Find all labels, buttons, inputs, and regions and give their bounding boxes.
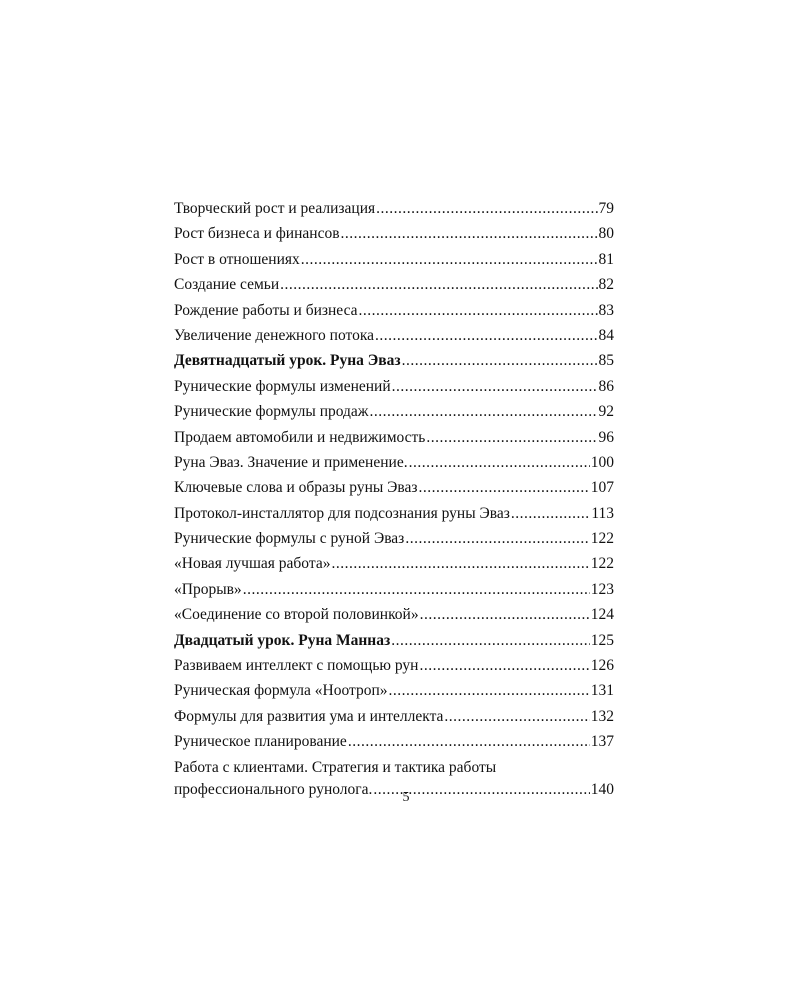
toc-entry-title: Увеличение денежного потока <box>174 326 375 344</box>
toc-entry <box>174 602 614 627</box>
page-number: 5 <box>402 790 410 805</box>
toc-entry-page: 131 <box>590 682 614 700</box>
toc-chapter-title: Девятнадцатый урок. Руна Эваз <box>174 352 401 370</box>
toc-entry-title: Рождение работы и бизнеса <box>174 301 358 319</box>
toc-dot-leader <box>370 399 598 424</box>
toc-dot-leader <box>419 653 589 678</box>
toc-entry-page: 124 <box>590 606 614 624</box>
toc-entry <box>174 323 614 348</box>
toc-entry-title: Создание семьи <box>174 276 280 294</box>
toc-entry-page: 123 <box>590 580 614 598</box>
toc-dot-leader <box>341 221 598 246</box>
toc-entry-page: 126 <box>590 657 614 675</box>
toc-entry <box>174 425 614 450</box>
toc-entry <box>174 678 614 703</box>
toc-entry <box>174 196 614 221</box>
toc-chapter-entry <box>174 348 614 373</box>
toc-entry-page: 100 <box>590 453 614 471</box>
toc-dot-leader <box>405 526 589 551</box>
toc-entry-page: 80 <box>598 225 614 243</box>
toc-dot-leader <box>409 450 590 475</box>
toc-entry-page: 96 <box>598 428 614 446</box>
toc-entry <box>174 526 614 551</box>
toc-entry-title: Рунические формулы продаж <box>174 403 369 421</box>
toc-entry-title: Руническая формула «Ноотроп» <box>174 682 388 700</box>
toc-entry-page: 137 <box>590 733 614 751</box>
toc-entry-title: Развиваем интеллект с помощью рун <box>174 657 419 675</box>
toc-entry-title: «Новая лучшая работа» <box>174 555 331 573</box>
toc-dot-leader <box>419 475 590 500</box>
toc-entry-page: 113 <box>591 504 614 522</box>
toc-entry-title: Творческий рост и реализация <box>174 200 376 217</box>
toc-entry-title: Руническое планирование <box>174 733 347 751</box>
toc-dot-leader <box>359 298 598 323</box>
toc-entry <box>174 450 614 475</box>
toc-dot-leader <box>280 272 597 297</box>
toc-entry <box>174 298 614 323</box>
toc-entry-title: Формулы для развития ума и интеллекта <box>174 707 444 725</box>
toc-entry-title-line2: профессионального рунолога. <box>174 780 373 798</box>
toc-entry-title: Продаем автомобили и недвижимость <box>174 428 426 446</box>
toc-entry <box>174 653 614 678</box>
toc-chapter-entry <box>174 628 614 653</box>
toc-entry-page: 122 <box>590 555 614 573</box>
toc-entry <box>174 247 614 272</box>
toc-entry-title: «Прорыв» <box>174 580 242 598</box>
toc-dot-leader <box>444 704 589 729</box>
toc-entry-page: 83 <box>598 301 614 319</box>
toc-entry-title-line1: Работа с клиентами. Стратегия и тактика работы <box>174 758 497 776</box>
toc-entry-page: 85 <box>598 352 614 370</box>
toc-entry <box>174 501 614 526</box>
toc-entry <box>174 704 614 729</box>
toc-entry <box>174 475 614 500</box>
toc-entry-page: 132 <box>590 707 614 725</box>
toc-dot-leader <box>375 323 597 348</box>
toc-entry-page: 122 <box>590 530 614 548</box>
toc-entry <box>174 272 614 297</box>
toc-entry <box>174 374 614 399</box>
toc-entry-page: 125 <box>590 631 614 649</box>
toc-entry-title: Ключевые слова и образы руны Эваз <box>174 479 418 497</box>
toc-dot-leader <box>389 678 590 703</box>
toc-entry-page: 86 <box>598 377 614 395</box>
toc-dot-leader <box>376 196 597 221</box>
toc-entry <box>174 551 614 576</box>
toc-chapter-title: Двадцатый урок. Руна Манназ <box>174 631 391 649</box>
toc-entry-title: Протокол-инсталлятор для подсознания руны Эваз <box>174 504 510 522</box>
toc-entry-title: Рост бизнеса и финансов <box>174 225 340 243</box>
toc-entry-title: Рунические формулы изменений <box>174 377 391 395</box>
toc-entry-title: «Соединение со второй половинкой» <box>174 606 419 624</box>
toc-dot-leader <box>420 602 590 627</box>
toc-dot-leader <box>392 374 598 399</box>
toc-dot-leader <box>391 628 590 653</box>
toc-dot-leader <box>426 425 597 450</box>
toc-dot-leader <box>243 577 590 602</box>
toc-entry-page: 79 <box>598 200 614 217</box>
toc-entry-page: 107 <box>590 479 614 497</box>
toc-dot-leader <box>331 551 589 576</box>
toc-entry-page: 92 <box>598 403 614 421</box>
toc-dot-leader <box>511 501 590 526</box>
toc-dot-leader <box>301 247 598 272</box>
toc-entry <box>174 577 614 602</box>
toc-entry <box>174 221 614 246</box>
toc-entry-title: Руна Эваз. Значение и применение. <box>174 453 408 471</box>
toc-entry <box>174 399 614 424</box>
toc-entry-page: 140 <box>590 780 614 798</box>
toc-dot-leader <box>348 729 590 754</box>
toc-dot-leader <box>402 348 598 373</box>
toc-entry-page: 84 <box>598 326 614 344</box>
toc-entry <box>174 729 614 754</box>
toc-entry-title: Рост в отношениях <box>174 250 300 268</box>
toc-entry-page: 82 <box>598 276 614 294</box>
toc-entry-title: Рунические формулы с руной Эваз <box>174 530 405 548</box>
toc-entry-page: 81 <box>598 250 614 268</box>
table-of-contents <box>174 196 614 801</box>
